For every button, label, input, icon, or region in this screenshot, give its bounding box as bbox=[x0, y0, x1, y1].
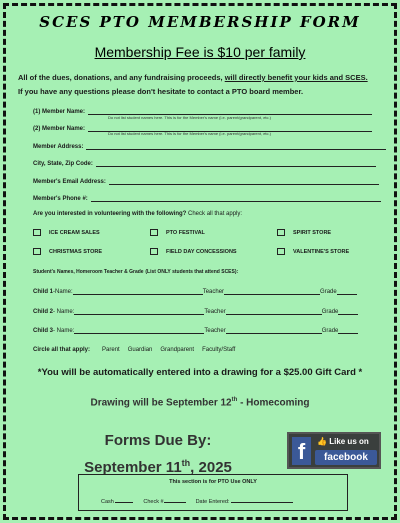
email-field[interactable] bbox=[109, 177, 379, 185]
member-name-1-label: (1) Member Name: bbox=[33, 109, 86, 115]
pto-check-label: Check # bbox=[143, 499, 164, 505]
facebook-wordmark: facebook bbox=[315, 450, 377, 465]
child-2-grade-field[interactable] bbox=[338, 308, 358, 315]
child-3-name-field[interactable] bbox=[74, 327, 204, 334]
volunteer-option-christmas-store[interactable] bbox=[33, 248, 102, 255]
forms-due-date-sup: th bbox=[181, 458, 191, 468]
phone-row bbox=[33, 194, 381, 202]
volunteer-option-spirit-store[interactable] bbox=[277, 229, 331, 236]
member-address-label: Member Address: bbox=[33, 144, 84, 150]
pto-cash-field[interactable] bbox=[115, 497, 133, 503]
child-1-suffix: -Name: bbox=[53, 289, 73, 295]
volunteer-option-pto-festival[interactable] bbox=[150, 229, 205, 236]
forms-due-date-pre: September 11 bbox=[84, 459, 182, 476]
gift-card-drawing-note: *You will be automatically entered into a drawing for a $25.00 Gift Card * bbox=[37, 367, 363, 378]
child-3-teacher-field[interactable] bbox=[226, 327, 322, 334]
like-us-on-text: Like us on bbox=[329, 437, 369, 446]
city-state-zip-label: City, State, Zip Code: bbox=[33, 161, 93, 167]
form-title: SCES PTO MEMBERSHIP FORM bbox=[39, 13, 361, 31]
volunteer-option-field-day[interactable] bbox=[150, 248, 237, 255]
checkbox[interactable] bbox=[150, 248, 158, 255]
city-state-zip-row bbox=[33, 159, 376, 167]
child-2-label: Child 2 bbox=[33, 309, 54, 315]
thumbs-up-icon: 👍 bbox=[317, 437, 327, 446]
students-heading-text: Student's Names, Homeroom Teacher & Grade bbox=[33, 269, 144, 275]
drawing-date-sup: th bbox=[231, 397, 238, 403]
child-2-teacher-field[interactable] bbox=[226, 308, 322, 315]
pto-use-fields bbox=[101, 497, 293, 505]
child-1-teacher-field[interactable] bbox=[224, 288, 320, 295]
facebook-badge[interactable] bbox=[287, 432, 381, 469]
pto-date-field[interactable] bbox=[231, 497, 293, 503]
volunteer-option-valentines-store[interactable] bbox=[277, 248, 349, 255]
child-2-teacher-label: Teacher bbox=[204, 309, 226, 315]
member-address-row bbox=[33, 142, 386, 150]
child-1-grade-field[interactable] bbox=[337, 288, 357, 295]
child-3-row bbox=[33, 327, 358, 334]
circle-option-parent[interactable]: Parent bbox=[102, 347, 120, 353]
checkbox[interactable] bbox=[277, 229, 285, 236]
child-2-name-field[interactable] bbox=[74, 308, 204, 315]
intro-line1: All of the dues, donations, and any fundraising proceeds, bbox=[18, 73, 225, 82]
option-label: SPIRIT STORE bbox=[293, 229, 332, 236]
like-us-on bbox=[317, 437, 369, 446]
child-3-suffix: - Name: bbox=[53, 328, 75, 334]
volunteer-question bbox=[33, 211, 242, 217]
child-2-suffix: - Name: bbox=[53, 309, 75, 315]
child-2-row bbox=[33, 308, 358, 315]
child-1-label: Child 1 bbox=[33, 289, 54, 295]
child-1-name-field[interactable] bbox=[73, 288, 203, 295]
drawing-date-pre: Drawing will be September 12 bbox=[90, 397, 232, 409]
checkbox[interactable] bbox=[33, 229, 41, 236]
child-1-row bbox=[33, 288, 357, 295]
volunteer-question-text: Are you interested in volunteering with the following? bbox=[33, 211, 187, 217]
students-heading-note: (List ONLY students that attend SCES): bbox=[145, 269, 239, 275]
forms-due-title: Forms Due By: bbox=[104, 432, 212, 449]
circle-option-guardian[interactable]: Guardian bbox=[127, 347, 153, 353]
pto-check-field[interactable] bbox=[164, 497, 186, 503]
pto-use-title: This section is for PTO Use ONLY bbox=[169, 479, 257, 485]
option-label: FIELD DAY CONCESSIONS bbox=[166, 248, 237, 255]
pto-cash-label: Cash bbox=[101, 499, 114, 505]
drawing-date bbox=[0, 397, 400, 408]
pto-use-box bbox=[78, 474, 348, 511]
member-name-1-note: Do not list student names here. This is for the Member's name (i.e. parent/grandparent, etc.) bbox=[108, 115, 271, 120]
child-3-grade-field[interactable] bbox=[338, 327, 358, 334]
option-label: VALENTINE'S STORE bbox=[293, 248, 350, 255]
member-address-field[interactable] bbox=[86, 142, 386, 150]
option-label: ICE CREAM SALES bbox=[49, 229, 100, 236]
email-label: Member's Email Address: bbox=[33, 179, 106, 185]
pto-date-label: Date Entered: bbox=[195, 499, 230, 505]
option-label: PTO FESTIVAL bbox=[166, 229, 205, 236]
child-3-label: Child 3 bbox=[33, 328, 54, 334]
students-heading bbox=[33, 268, 238, 275]
child-1-teacher-label: Teacher bbox=[202, 289, 225, 295]
option-label: CHRISTMAS STORE bbox=[49, 248, 103, 255]
child-2-grade-label: Grade bbox=[321, 309, 339, 315]
facebook-f-icon: f bbox=[292, 437, 311, 465]
member-name-1-row bbox=[33, 107, 372, 115]
drawing-date-post: - Homecoming bbox=[237, 397, 310, 409]
circle-option-grandparent[interactable]: Grandparent bbox=[160, 347, 195, 353]
child-3-grade-label: Grade bbox=[321, 328, 339, 334]
volunteer-hint: Check all that apply: bbox=[188, 211, 243, 217]
intro-line1-underlined: will directly benefit your kids and SCES. bbox=[224, 73, 368, 82]
membership-fee: Membership Fee is $10 per family bbox=[94, 44, 306, 60]
volunteer-option-ice-cream[interactable] bbox=[33, 229, 100, 236]
child-3-teacher-label: Teacher bbox=[204, 328, 226, 334]
checkbox[interactable] bbox=[277, 248, 285, 255]
phone-field[interactable] bbox=[91, 194, 381, 202]
child-1-grade-label: Grade bbox=[320, 289, 337, 295]
circle-all-row bbox=[33, 347, 235, 353]
member-name-2-label: (2) Member Name: bbox=[33, 126, 86, 132]
checkbox[interactable] bbox=[33, 248, 41, 255]
forms-due bbox=[58, 430, 258, 479]
checkbox[interactable] bbox=[150, 229, 158, 236]
forms-due-date-post: , 2025 bbox=[190, 459, 232, 476]
circle-all-label: Circle all that apply: bbox=[33, 347, 91, 353]
member-name-1-field[interactable] bbox=[88, 107, 372, 115]
phone-label: Member's Phone #: bbox=[33, 196, 88, 202]
intro-line2: If you have any questions please don't hesitate to contact a PTO board member. bbox=[18, 87, 304, 96]
city-state-zip-field[interactable] bbox=[96, 159, 376, 167]
member-name-2-note: Do not list student names here. This is for the Member's name (i.e. parent/grandparent, etc.) bbox=[108, 131, 271, 136]
intro-text bbox=[18, 71, 393, 99]
circle-option-faculty-staff[interactable]: Faculty/Staff bbox=[202, 347, 236, 353]
email-row bbox=[33, 177, 379, 185]
